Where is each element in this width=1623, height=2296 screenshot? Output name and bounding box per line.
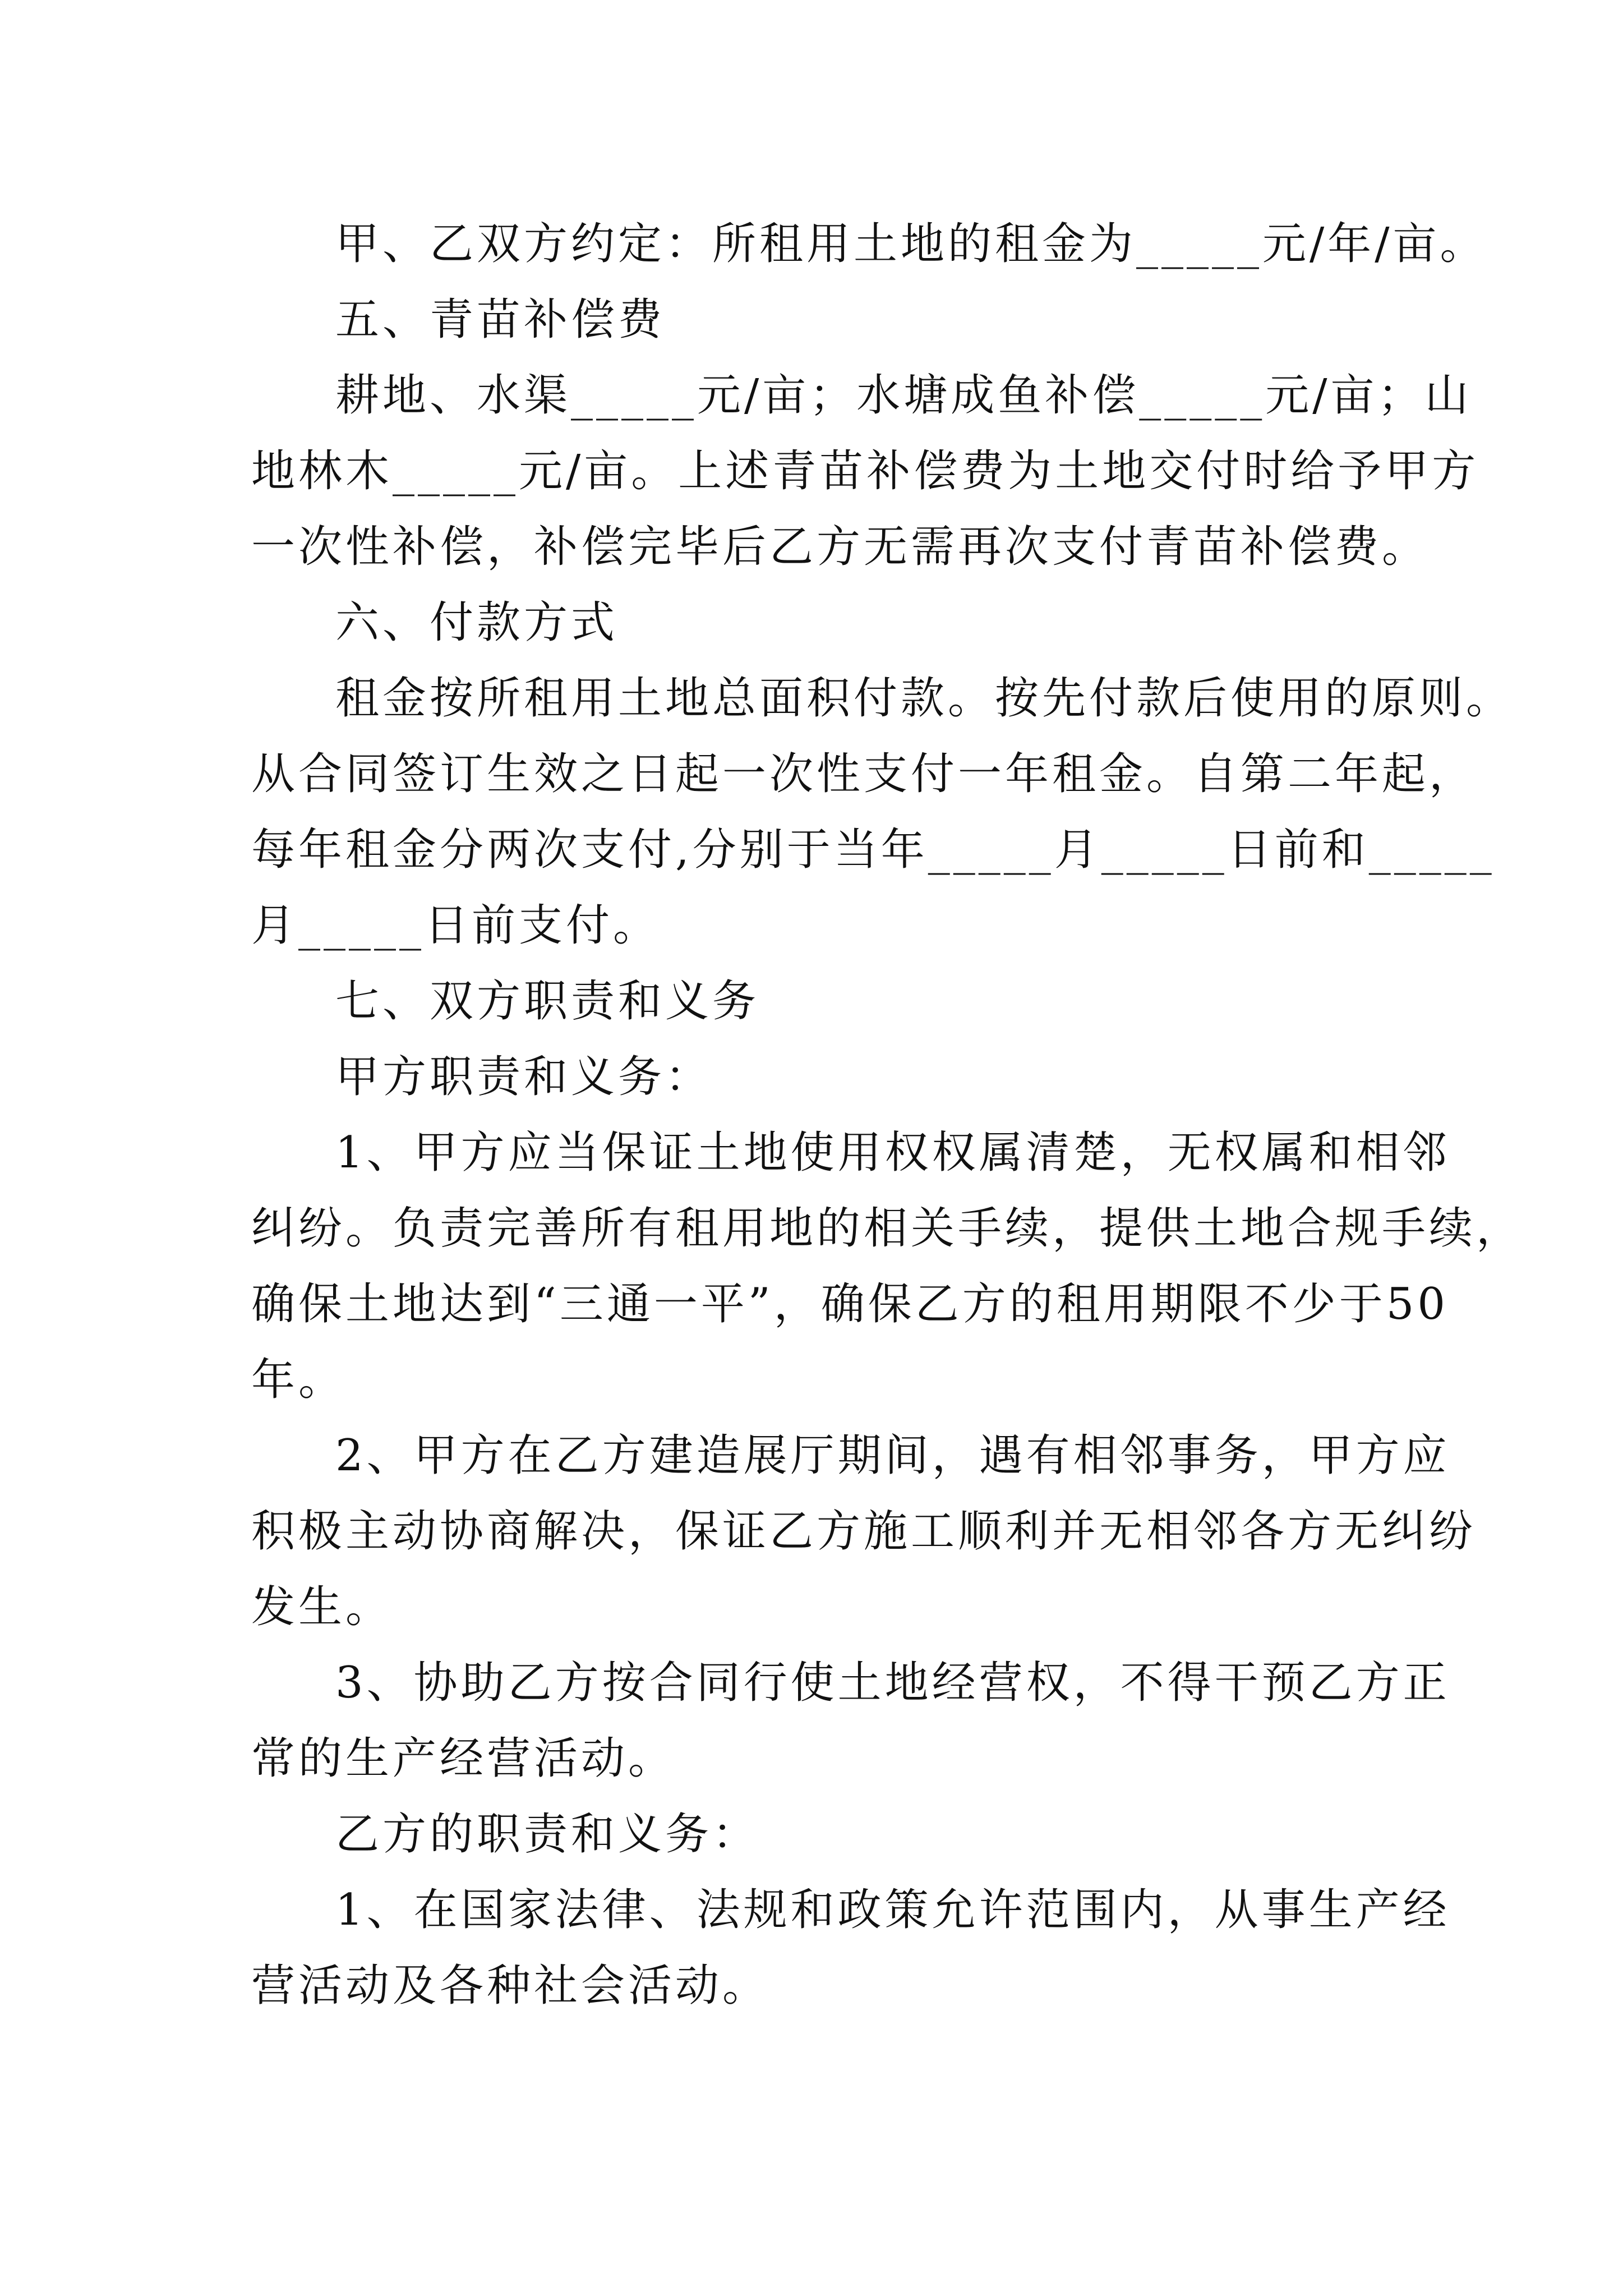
subheading: 甲方职责和义务： — [335, 1052, 713, 1102]
text-line: 营活动及各种社会活动。 — [251, 1961, 770, 2011]
section-heading: 五、青苗补偿费 — [335, 295, 666, 345]
text-line: 年。 — [251, 1355, 346, 1405]
text-line: 发生。 — [251, 1582, 393, 1632]
text-line: 租金按所租用土地总面积付款。按先付款后使用的原则。 — [335, 673, 1514, 724]
text-line: 积极主动协商解决，保证乙方施工顺利并无相邻各方无纠纷 — [251, 1506, 1477, 1557]
text-line: 确保土地达到“三通一平”，确保乙方的租用期限不少于50 — [251, 1279, 1449, 1329]
section-heading: 六、付款方式 — [335, 597, 619, 648]
text-line: 地林木_____元/亩。上述青苗补偿费为土地交付时给予甲方 — [251, 446, 1479, 496]
text-line: 甲、乙双方约定：所租用土地的租金为_____元/年/亩。 — [335, 219, 1487, 269]
subheading: 乙方的职责和义务： — [335, 1809, 760, 1860]
text-line: 常的生产经营活动。 — [251, 1733, 676, 1784]
section-heading: 七、双方职责和义务 — [335, 976, 760, 1027]
text-line: 2、甲方在乙方建造展厅期间，遇有相邻事务，甲方应 — [335, 1430, 1450, 1481]
text-line: 耕地、水渠_____元/亩；水塘成鱼补偿_____元/亩；山 — [335, 370, 1472, 421]
text-line: 1、在国家法律、法规和政策允许范围内，从事生产经 — [335, 1885, 1450, 1935]
text-line: 一次性补偿，补偿完毕后乙方无需再次支付青苗补偿费。 — [251, 522, 1430, 572]
text-line: 每年租金分两次支付,分别于当年_____月_____日前和_____ — [251, 825, 1495, 875]
text-line: 纠纷。负责完善所有租用地的相关手续，提供土地合规手续， — [251, 1203, 1524, 1254]
text-line: 月_____日前支付。 — [251, 900, 661, 951]
text-line: 从合同签订生效之日起一次性支付一年租金。自第二年起， — [251, 749, 1477, 799]
text-line: 1、甲方应当保证土地使用权权属清楚，无权属和相邻 — [335, 1128, 1450, 1178]
text-line: 3、协助乙方按合同行使土地经营权，不得干预乙方正 — [335, 1658, 1450, 1708]
